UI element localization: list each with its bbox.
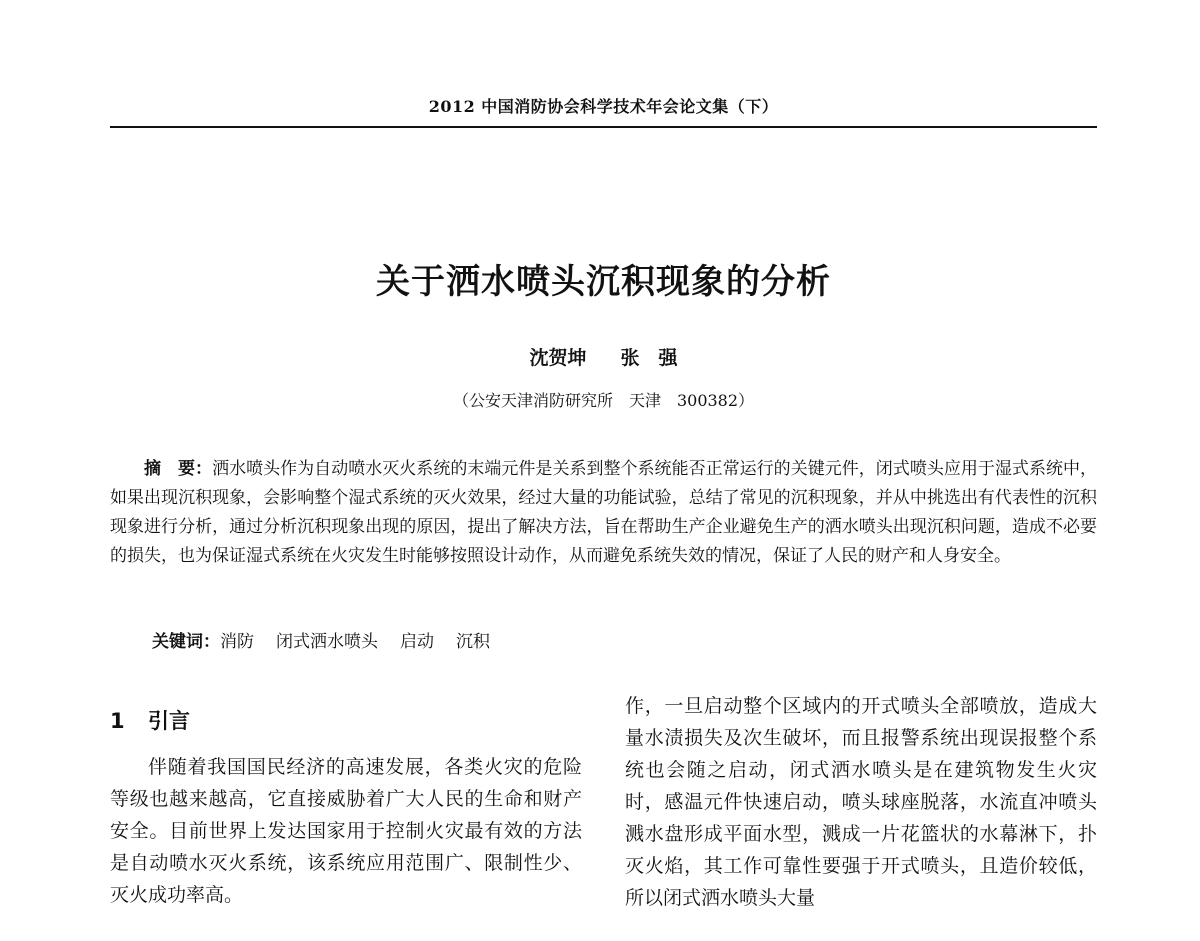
- abstract: [110, 455, 1097, 571]
- left-column: [110, 704, 582, 911]
- keyword: 闭式洒水喷头: [276, 632, 378, 652]
- keywords: [152, 628, 512, 657]
- abstract-text: 洒水喷头作为自动喷水灭火系统的末端元件是关系到整个系统能否正常运行的关键元件，闭式喷头应用于湿式系统中，如果出现沉积现象，会影响整个湿式系统的灭火效果，经过大量的功能试验，总结了常见的沉积现象，并从中挑选出有代表性的沉积现象进行分析，通过分析沉积现象出现的原因，提出了解决方法，旨在帮助生产企业避免生产的洒水喷头出现沉积问题，造成不必要的损失，也为保证湿式系统在火灾发生时能够按照设计动作，从而避免系统失效的情况，保证了人民的财产和人身安全。: [110, 459, 1098, 566]
- header-rule: [110, 126, 1097, 128]
- section-title: 引言: [148, 709, 190, 733]
- running-header: 2012 中国消防协会科学技术年会论文集（下）: [428, 97, 779, 116]
- keywords-label: 关键词：: [152, 632, 220, 652]
- paper-title: 关于洒水喷头沉积现象的分析: [376, 262, 831, 302]
- intro-paragraph: 伴随着我国国民经济的高速发展，各类火灾的危险等级也越来越高，它直接威胁着广大人民的生命和财产安全。目前世界上发达国家用于控制火灾最有效的方法是自动喷水灭火系统，该系统应用范围广、限制性少、灭火成功率高。: [110, 756, 582, 906]
- author-name: 张 强: [620, 347, 678, 369]
- affiliation: （公安天津消防研究所 天津 300382）: [452, 391, 755, 410]
- section-number: 1: [110, 709, 125, 733]
- author-name: 沈贺坤: [529, 347, 587, 369]
- abstract-label: 摘 要：: [144, 459, 213, 479]
- author-list: [110, 343, 1097, 370]
- keyword: 沉积: [456, 632, 490, 652]
- right-column-text: 作，一旦启动整个区域内的开式喷头全部喷放，造成大量水渍损失及次生破坏，而且报警系统出现误报整个系统也会随之启动，闭式洒水喷头是在建筑物发生火灾时，感温元件快速启动，喷头球座脱落，水流直冲喷头溅水盘形成平面水型，溅成一片花篮状的水幕淋下，扑灭火焰，其工作可靠性要强于开式喷头，且造价较低，所以闭式洒水喷头大量: [625, 695, 1097, 909]
- keyword: 启动: [400, 632, 434, 652]
- keyword: 消防: [220, 632, 254, 652]
- section-heading: [110, 704, 582, 738]
